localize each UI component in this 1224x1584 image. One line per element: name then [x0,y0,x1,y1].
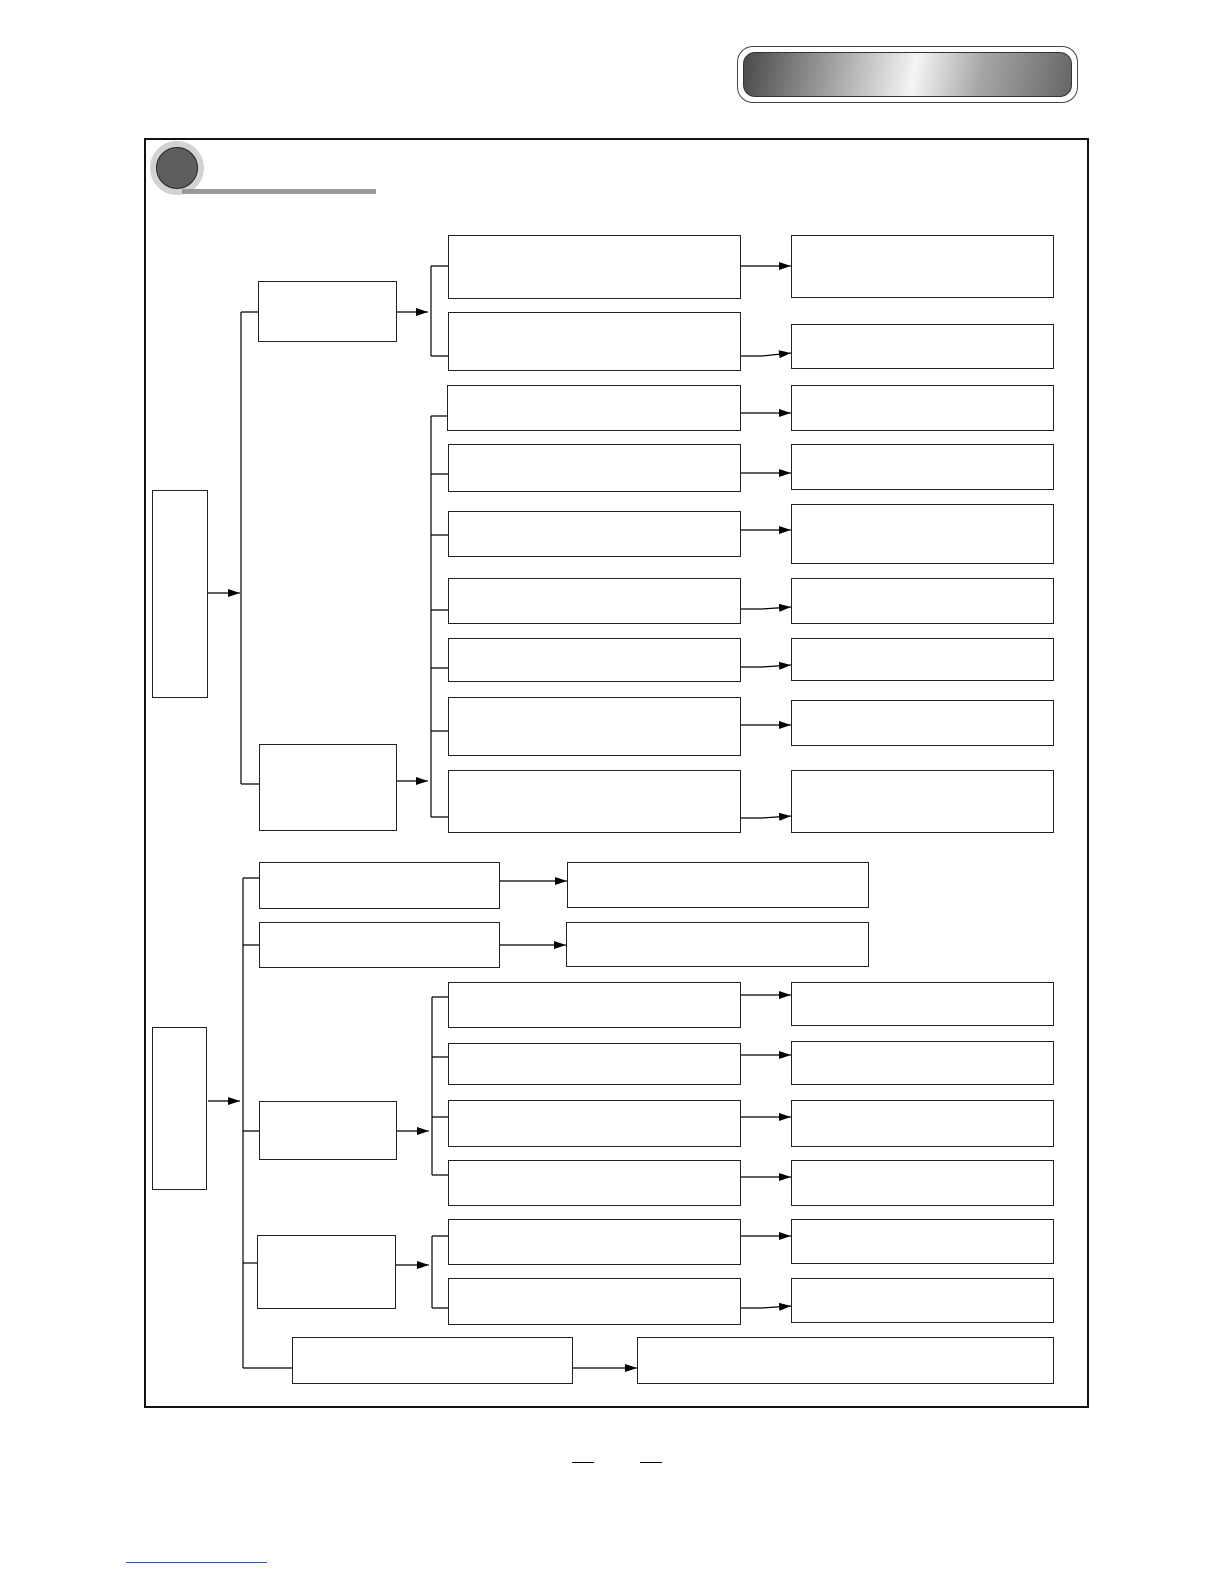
group1-branch2-result4-box [791,578,1054,624]
group1-branch1-result2-box [791,324,1054,369]
group2-branch1-cause1-box [448,982,741,1028]
group1-branch2-cause4-box [448,578,741,624]
group1-branch1-result1-box [791,235,1054,298]
group1-branch2-result1-box [791,385,1054,431]
group1-branch2-cause6-box [448,697,741,756]
group2-direct2-result-box [566,922,869,967]
group1-branch2-cause2-box [448,444,741,492]
group2-branch1-box [259,1101,397,1160]
group1-root-box [152,490,208,698]
group1-branch1-box [258,281,397,342]
footer-link[interactable] [126,1548,267,1563]
group2-branch2-result2-box [791,1278,1054,1323]
group1-branch1-cause1-box [448,235,741,299]
group2-branch2-cause1-box [448,1219,741,1265]
group2-branch1-result3-box [791,1100,1054,1147]
group2-branch1-result4-box [791,1160,1054,1206]
group1-branch2-cause3-box [448,511,741,557]
group1-branch2-result5-box [791,638,1054,681]
group1-branch2-result3-box [791,504,1054,564]
group1-branch2-result6-box [791,700,1054,746]
group1-branch2-result7-box [791,770,1054,833]
group2-branch1-result2-box [791,1041,1054,1085]
group2-branch1-cause2-box [448,1043,741,1085]
group2-final-result-box [637,1337,1054,1384]
group2-branch1-cause4-box [448,1160,741,1206]
group1-branch2-cause5-box [448,638,741,682]
group2-branch2-result1-box [791,1219,1054,1264]
group2-branch1-result1-box [791,982,1054,1026]
group2-direct1-cause-box [259,862,500,909]
group2-direct2-cause-box [259,922,500,968]
group2-branch2-box [257,1235,396,1309]
group2-branch1-cause3-box [448,1100,741,1147]
group1-branch1-cause2-box [448,312,741,371]
group2-final-cause-box [292,1337,573,1384]
group1-branch2-box [259,744,397,831]
page-number [572,1448,662,1468]
group1-branch2-cause1-box [447,385,741,431]
page-number-right [640,1448,662,1463]
group2-root-box [152,1027,207,1190]
group2-direct1-result-box [567,862,869,908]
group1-branch2-cause7-box [448,770,741,833]
group2-branch2-cause2-box [448,1278,741,1325]
page-number-left [572,1448,594,1463]
group1-branch2-result2-box [791,444,1054,490]
